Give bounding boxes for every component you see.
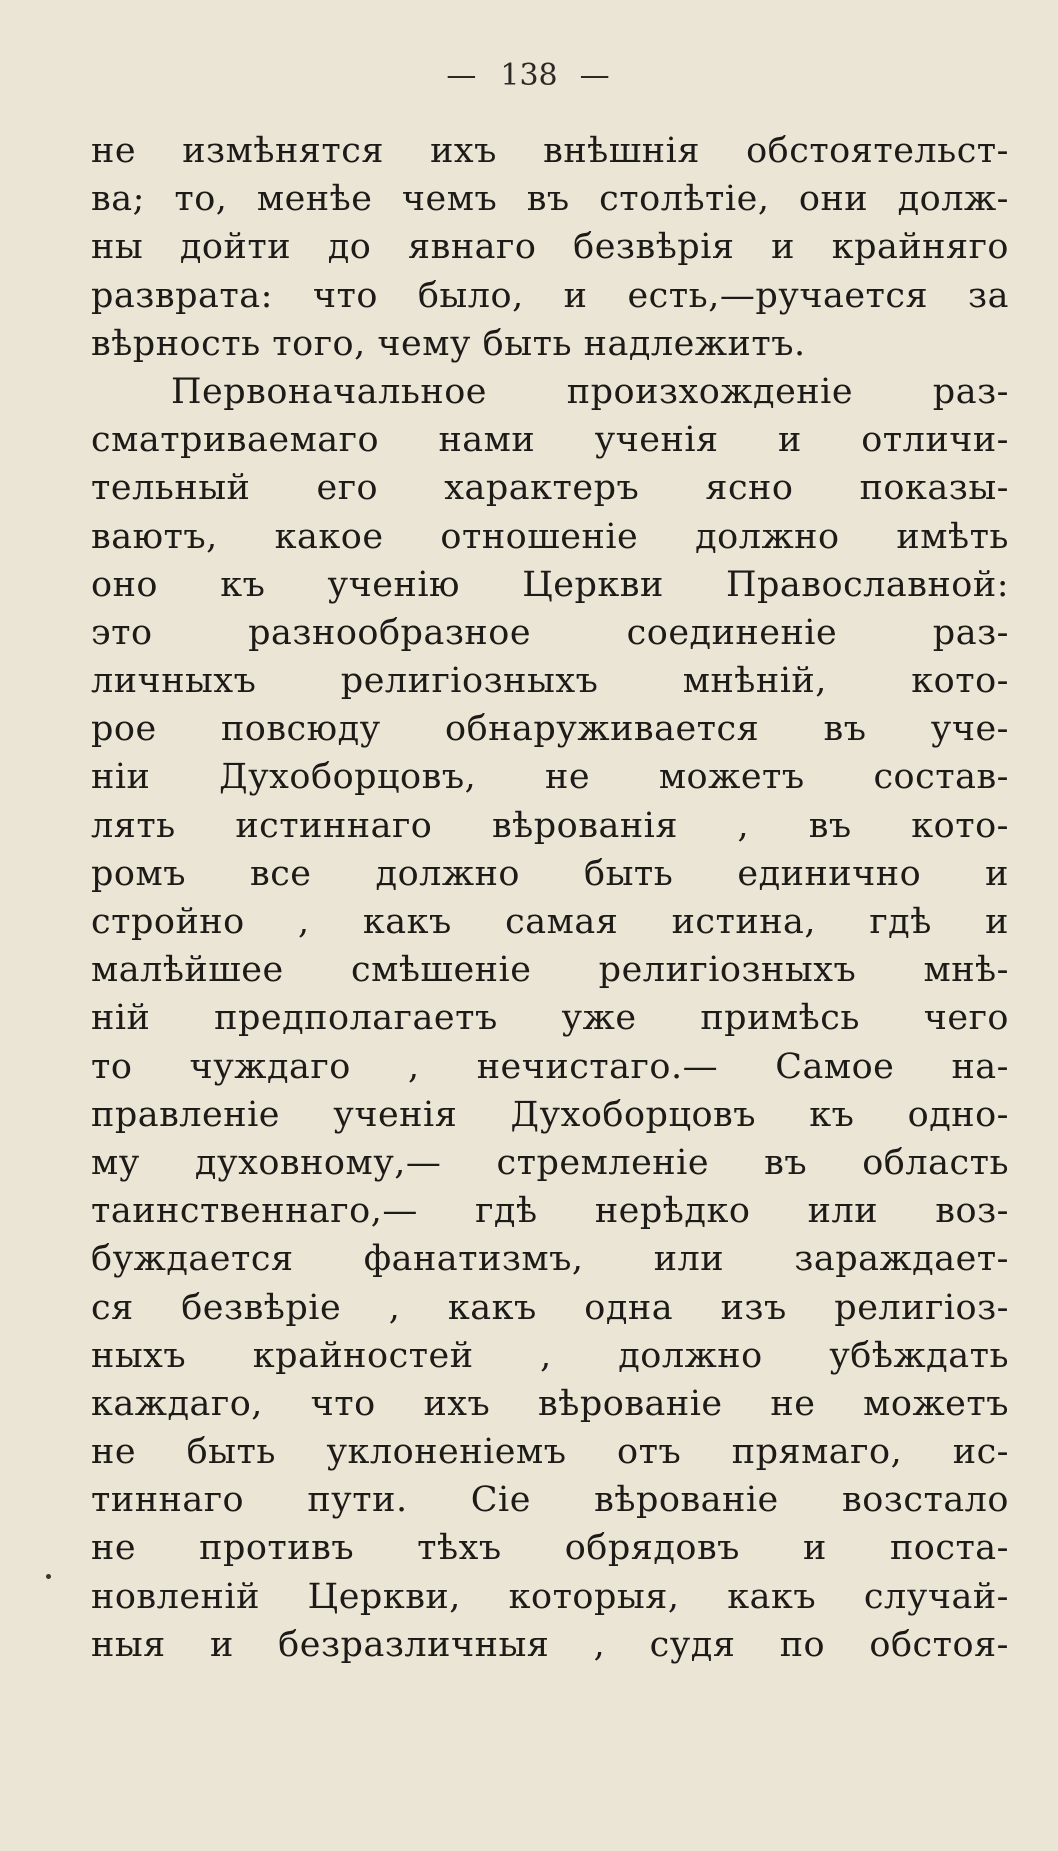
text-line: вѣрность того, чему быть надлежитъ. bbox=[91, 323, 806, 364]
text-line: ныхъ крайностей , должно убѣждать bbox=[91, 1335, 1009, 1376]
text-line: лять истиннаго вѣрованія , въ кото- bbox=[91, 805, 1009, 846]
page-number: 138 bbox=[500, 58, 558, 93]
text-line: новленій Церкви, которыя, какъ случай- bbox=[91, 1576, 1009, 1617]
text-line: не измѣнятся ихъ внѣшнія обстоятельст- bbox=[91, 131, 1009, 171]
text-line: малѣйшее смѣшеніе религіозныхъ мнѣ- bbox=[91, 950, 1009, 991]
ink-speck bbox=[46, 1574, 51, 1579]
text-line: тельный его характеръ ясно показы- bbox=[91, 468, 1009, 509]
text-line: ніи Духоборцовъ, не можетъ состав- bbox=[91, 757, 1009, 798]
text-line: ній предполагаетъ уже примѣсь чего bbox=[91, 998, 1009, 1039]
text-line: ваютъ, какое отношеніе должно имѣть bbox=[91, 516, 1009, 557]
text-line: разврата: что было, и есть,—ручается за bbox=[91, 275, 1009, 316]
text-line: таинственнаго,— гдѣ нерѣдко или воз- bbox=[91, 1191, 1009, 1232]
text-line: не противъ тѣхъ обрядовъ и поста- bbox=[91, 1528, 1009, 1569]
text-line: рое повсюду обнаруживается въ уче- bbox=[91, 709, 1009, 750]
text-line: ны дойти до явнаго безвѣрія и крайняго bbox=[91, 227, 1009, 268]
page-number-header bbox=[0, 56, 1058, 96]
text-line: ромъ все должно быть единично и bbox=[91, 853, 1009, 894]
text-line: ныя и безразличныя , судя по обстоя- bbox=[91, 1624, 1009, 1665]
body-text bbox=[91, 127, 1009, 1669]
text-line: личныхъ религіозныхъ мнѣній, кото- bbox=[91, 661, 1009, 702]
text-line: сматриваемаго нами ученія и отличи- bbox=[91, 420, 1009, 461]
header-dash-right: — bbox=[579, 58, 612, 93]
text-line: то чуждаго , нечистаго.— Самое на- bbox=[91, 1046, 1009, 1087]
header-dash-left: — bbox=[446, 58, 479, 93]
text-line: не быть уклоненіемъ отъ прямаго, ис- bbox=[91, 1432, 1009, 1473]
text-line: каждаго, что ихъ вѣрованіе не можетъ bbox=[91, 1383, 1009, 1424]
text-line: ся безвѣріе , какъ одна изъ религіоз- bbox=[91, 1287, 1009, 1328]
text-line: ва; то, менѣе чемъ въ столѣтіе, они долж- bbox=[91, 179, 1009, 220]
text-line: буждается фанатизмъ, или зараждает- bbox=[91, 1239, 1009, 1280]
text-line: му духовному,— стремленіе въ область bbox=[91, 1142, 1009, 1183]
text-line: оно къ ученію Церкви Православной: bbox=[91, 564, 1009, 605]
paragraph-first-line: Первоначальное произхожденіе раз- bbox=[171, 371, 1009, 412]
text-line: стройно , какъ самая истина, гдѣ и bbox=[91, 902, 1009, 942]
text-line: правленіе ученія Духоборцовъ къ одно- bbox=[91, 1094, 1009, 1135]
text-line: тиннаго пути. Сіе вѣрованіе возстало bbox=[91, 1480, 1009, 1521]
text-line: это разнообразное соединеніе раз- bbox=[91, 612, 1009, 653]
